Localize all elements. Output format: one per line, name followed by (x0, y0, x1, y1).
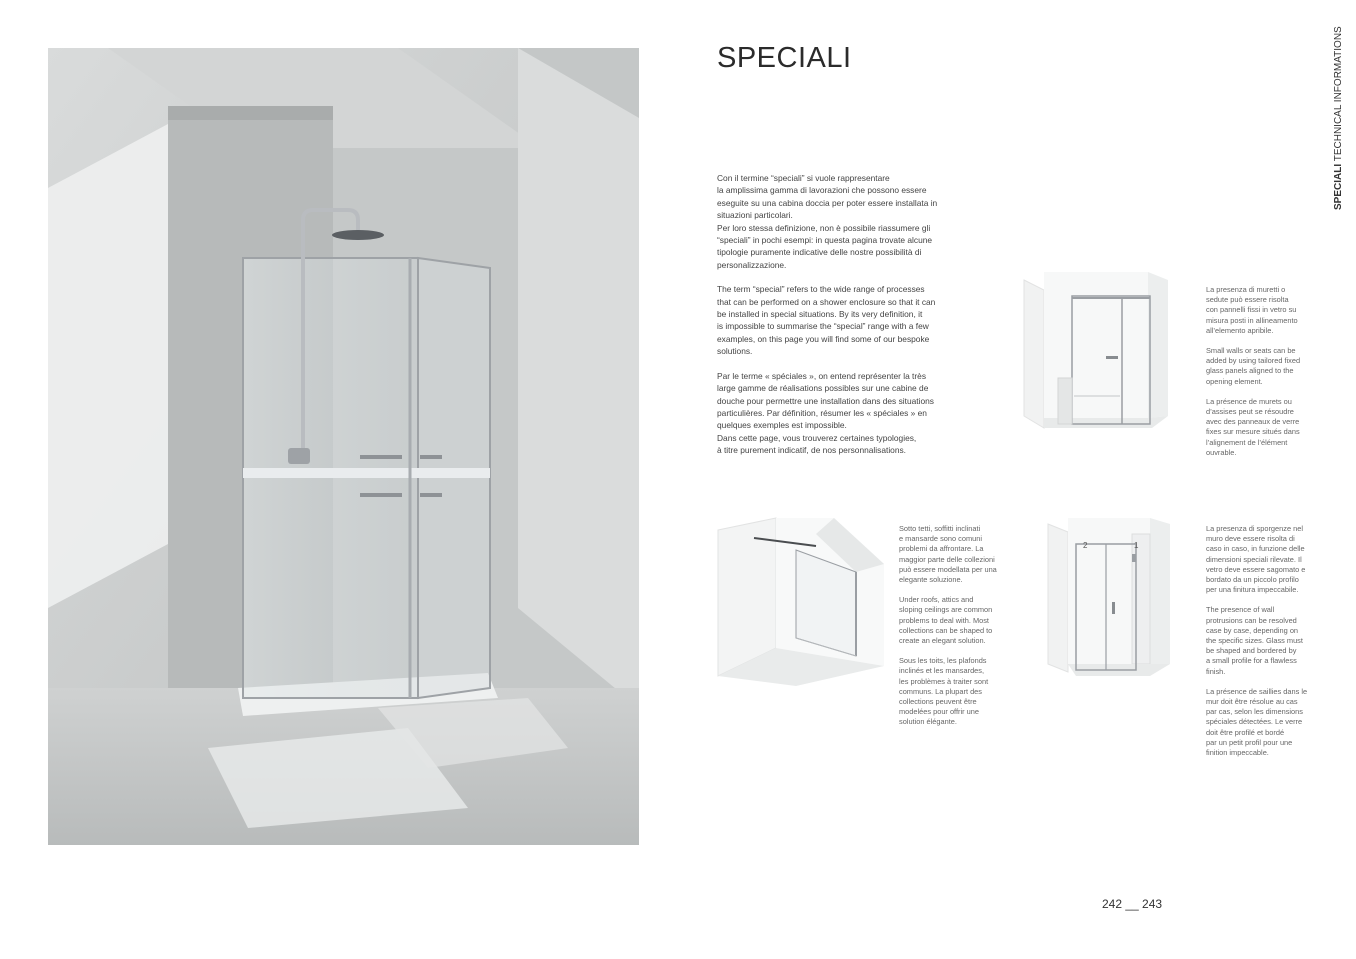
intro-text (717, 172, 957, 469)
intro-paragraph-en: The term “special” refers to the wide range of processes that can be performed on a shower enclosure so that it can be installed in special situations. By its very definition, it is impossible to summarise the “special” range with a few examples, on this page you will find some of our bespoke solutions. (717, 284, 936, 357)
intro-paragraph-it: Con il termine “speciali” si vuole rappresentare la amplissima gamma di lavorazioni che possono essere eseguite su una cabina doccia per poter essere installata in situazioni particolari. Per loro stessa definizione, non è possibile riassumere gli “speciali” in pochi esempi: in questa pagina trovate alcune tipologie puramente indicative delle nostre possibilità di personalizzazione. (717, 173, 938, 270)
page-title: SPECIALI (717, 42, 852, 74)
side-heading-bold: SPECIALI (1333, 163, 1344, 210)
note-protrusions-en: The presence of wall protrusions can be resolved case by case, depending on the specific sizes. Glass must be shaped and bordered by a small profile for a flawless finish. (1206, 605, 1303, 676)
note-sloping-ceiling (899, 524, 1009, 738)
page-numbers: 242 __ 243 (1102, 897, 1163, 911)
note-roofs-it: Sotto tetti, soffitti inclinati e mansarde sono comuni problemi da affrontare. La maggior parte delle collezioni può essere modellata per una elegante soluzione. (899, 524, 997, 585)
intro-paragraph-fr: Par le terme « spéciales », on entend représenter la très large gamme de réalisations possibles sur une cabine de douche pour permettre une installation dans des situations particulières. Par définition, résumer les « spéciales » en quelques exemples est impossible. Dans cette page, vous trouverez certaines typologies, à titre purement indicatif, de nos personnalisations. (717, 370, 934, 456)
note-walls-it: La presenza di muretti o sedute può essere risolta con pannelli fissi in vetro su misura posti in allineamento all’elemento apribile. (1206, 285, 1298, 335)
note-wall-protrusions (1206, 524, 1318, 768)
figure-walls-seats (1022, 268, 1170, 436)
note-walls-seats (1206, 285, 1316, 468)
note-walls-en: Small walls or seats can be added by using tailored fixed glass panels aligned to the opening element. (1206, 346, 1301, 386)
note-protrusions-it: La presenza di sporgenze nel muro deve essere risolta di caso in caso, in funzione delle dimensioni speciali rilevate. Il vetro deve essere sagomato e bordato da un piccolo profilo per una finitura impeccabile. (1206, 524, 1306, 595)
side-heading (1317, 26, 1344, 213)
note-protrusions-fr: La présence de saillies dans le mur doit être résolue au cas par cas, selon les dimensions spéciales détectées. Le verre doit être profilé et bordé par un petit profil pour une finition impeccable. (1206, 686, 1308, 758)
side-heading-rest: TECHNICAL INFORMATIONS (1333, 26, 1344, 164)
figure-label-left: 2 (1083, 541, 1088, 550)
figure-sloping-ceiling (716, 516, 886, 688)
note-roofs-en: Under roofs, attics and sloping ceilings are common problems to deal with. Most collections can be shaped to create an elegant solution. (899, 595, 993, 646)
figure-wall-protrusions (1046, 514, 1172, 680)
note-walls-fr: La présence de murets ou d’assises peut se résoudre avec des panneaux de verre fixes sur mesure situés dans l’alignement de l’élément ouvrable. (1206, 396, 1300, 457)
note-roofs-fr: Sous les toits, les plafonds inclinés et les mansardes, les problèmes à traiter sont communs. La plupart des collections peuvent être modelées pour offrir une solution élégante. (899, 656, 989, 727)
figure-label-right: 1 (1134, 541, 1139, 550)
shower-enclosure-photo (48, 48, 639, 845)
